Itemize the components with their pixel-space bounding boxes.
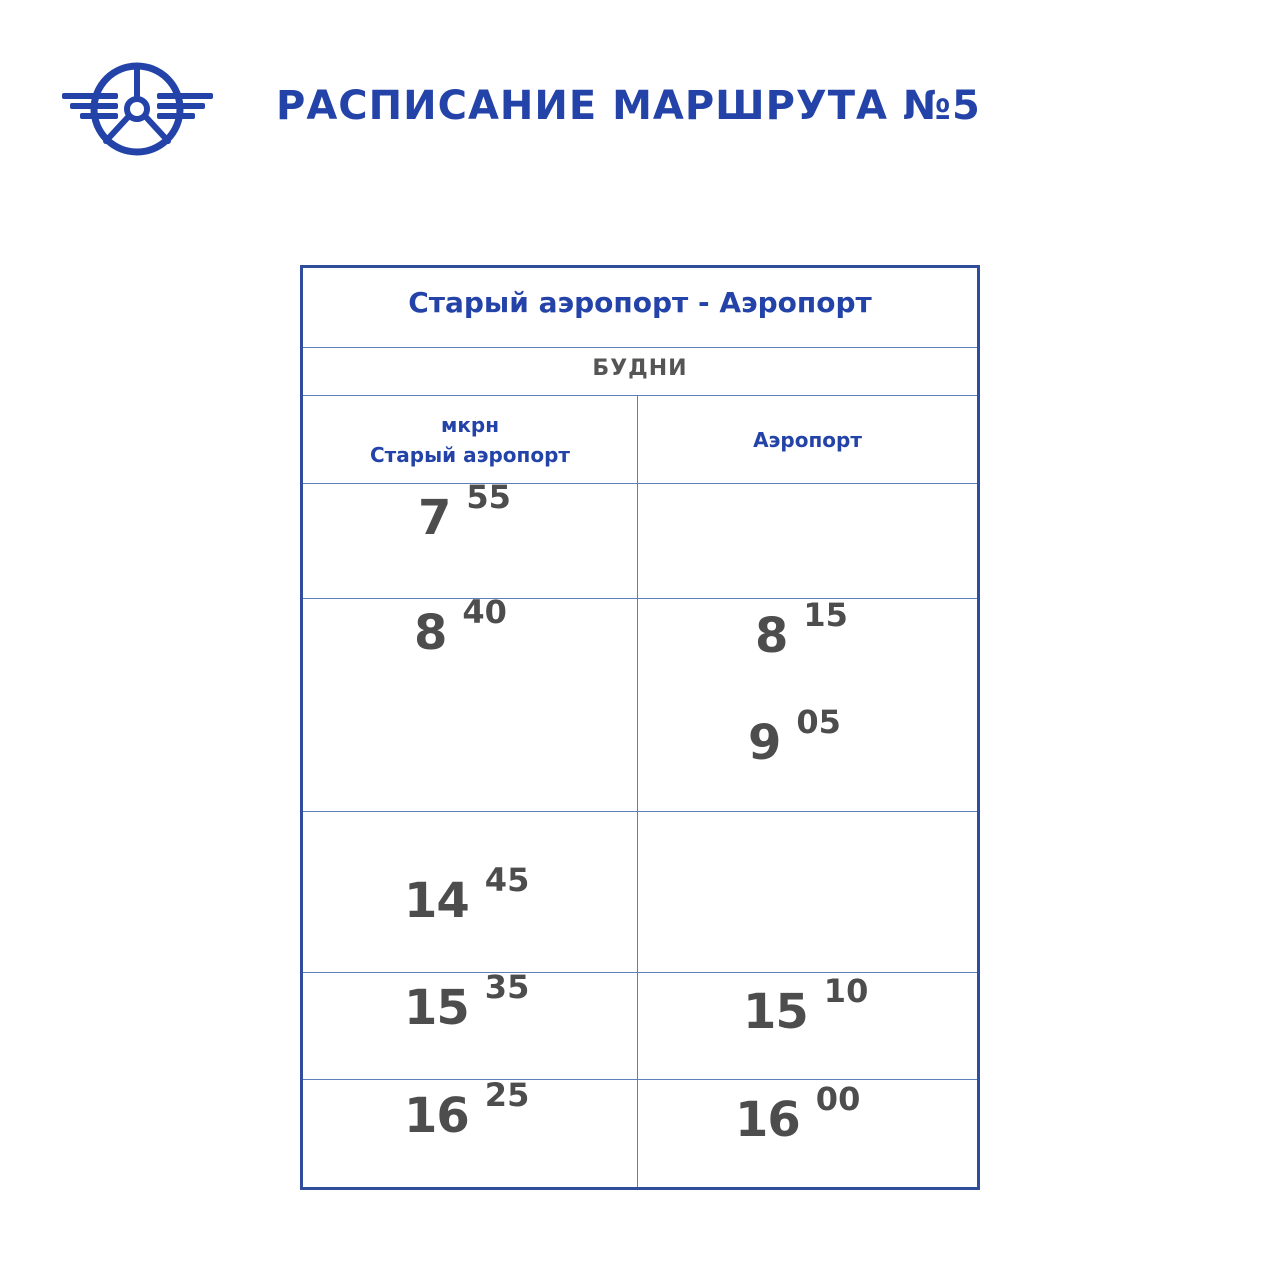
table-divider: [303, 347, 977, 348]
departure-time: [404, 968, 530, 1036]
route-title: Старый аэропорт - Аэропорт: [408, 286, 872, 319]
day-type-label: БУДНИ: [592, 356, 688, 381]
departure-hour: 15: [743, 984, 808, 1040]
departure-hour: 8: [414, 605, 447, 661]
departure-hour: 7: [418, 490, 451, 546]
table-divider: [303, 598, 977, 599]
departure-hour: 14: [404, 873, 469, 929]
schedule-table: [300, 265, 980, 1190]
departure-minute: 40: [462, 593, 507, 631]
departure-time: [414, 593, 507, 661]
table-divider: [303, 972, 977, 973]
table-divider: [303, 1079, 977, 1080]
departure-minute: 45: [484, 861, 530, 899]
departure-minute: 05: [796, 703, 841, 741]
column-header-airport: [638, 425, 977, 455]
departure-minute: 15: [803, 596, 848, 634]
departure-hour: 16: [404, 1088, 469, 1144]
departure-time: [755, 596, 848, 664]
column-header-old-airport: [303, 410, 637, 470]
departure-minute: 00: [815, 1080, 861, 1118]
departure-minute: 25: [484, 1076, 530, 1114]
departure-minute: 55: [466, 478, 511, 516]
page-title: РАСПИСАНИЕ МАРШРУТА №5: [276, 83, 981, 129]
departure-time: [404, 861, 530, 929]
table-divider: [303, 483, 977, 484]
departure-time: [743, 972, 869, 1040]
departure-hour: 16: [735, 1092, 800, 1148]
steering-wheel-wings-icon: [60, 60, 215, 158]
table-divider: [303, 811, 977, 812]
table-divider: [303, 395, 977, 396]
departure-minute: 10: [823, 972, 869, 1010]
departure-hour: 9: [748, 715, 781, 771]
departure-time: [735, 1080, 861, 1148]
column-header-line: Старый аэропорт: [369, 443, 571, 467]
departure-hour: 8: [755, 608, 788, 664]
column-header-line: мкрн: [440, 413, 500, 437]
departure-time: [418, 478, 511, 546]
column-header-line: Аэропорт: [753, 428, 862, 452]
departure-minute: 35: [484, 968, 530, 1006]
departure-time: [404, 1076, 530, 1144]
departure-time: [748, 703, 841, 771]
departure-hour: 15: [404, 980, 469, 1036]
column-divider: [637, 395, 638, 1187]
